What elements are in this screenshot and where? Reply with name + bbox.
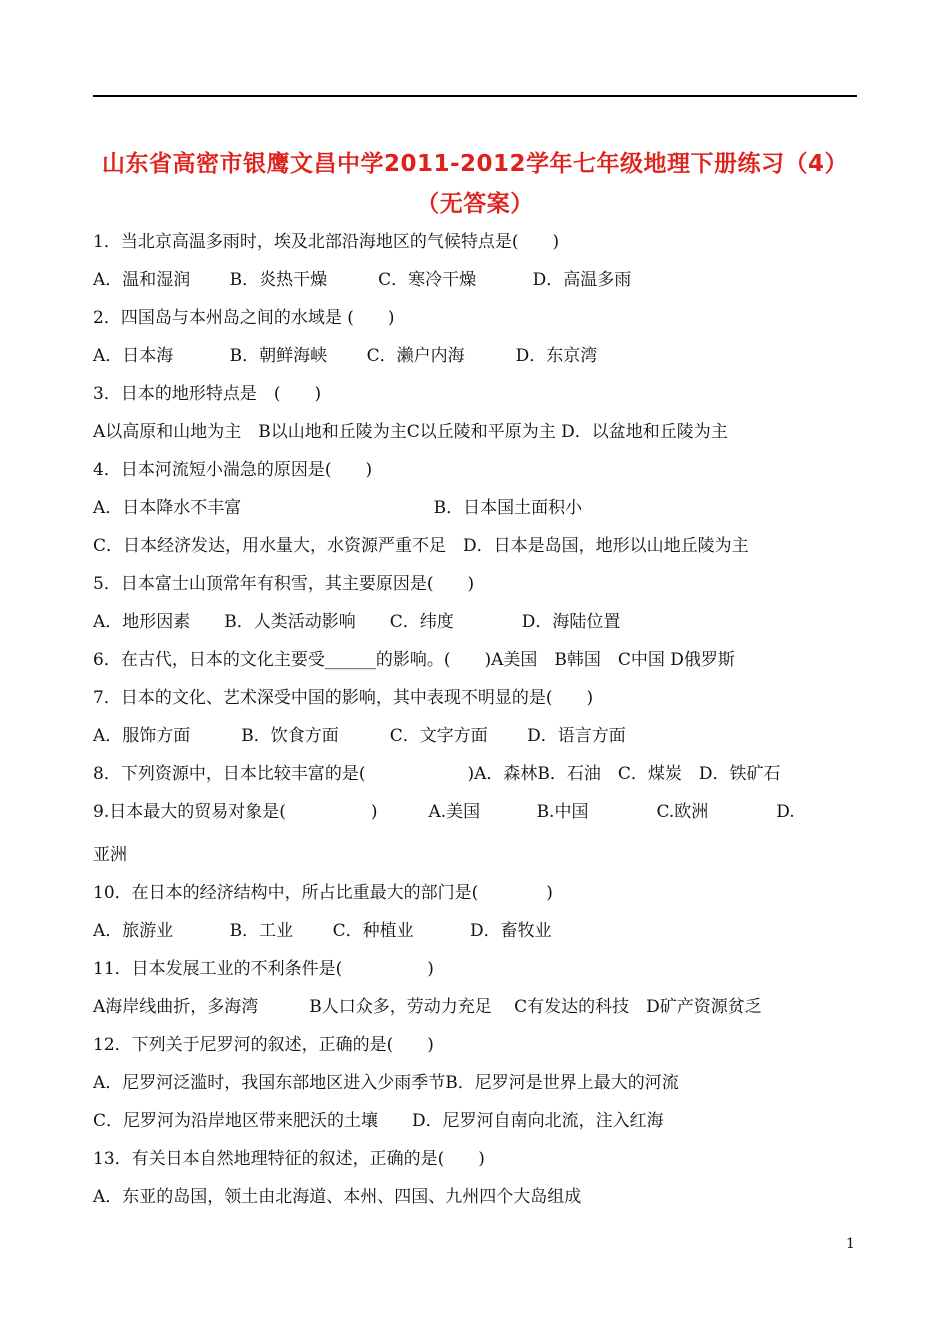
question-13-option-a: A．东亚的岛国，领土由北海道、本州、四国、九州四个大岛组成 [93, 1187, 582, 1207]
question-13: 13．有关日本自然地理特征的叙述，正确的是( ) [93, 1149, 485, 1169]
question-4: 4．日本河流短小湍急的原因是( ) [93, 460, 373, 480]
question-10: 10．在日本的经济结构中，所占比重最大的部门是( ) [93, 883, 553, 903]
question-3-options: A以高原和山地为主 B以山地和丘陵为主C以丘陵和平原为主 D．以盆地和丘陵为主 [93, 422, 728, 442]
question-12: 12．下列关于尼罗河的叙述，正确的是( ) [93, 1035, 434, 1055]
question-11-options: A海岸线曲折，多海湾 B人口众多，劳动力充足 C有发达的科技 D矿产资源贫乏 [93, 997, 762, 1017]
question-8: 8．下列资源中，日本比较丰富的是( )A．森林B．石油 C．煤炭 D．铁矿石 [93, 764, 781, 784]
question-2-options: A．日本海 B．朝鲜海峡 C．濑户内海 D．东京湾 [93, 346, 598, 366]
question-12-options-a-b: A．尼罗河泛滥时，我国东部地区进入少雨季节B．尼罗河是世界上最大的河流 [93, 1073, 679, 1093]
header-rule [93, 95, 857, 97]
question-9: 9.日本最大的贸易对象是( ) A.美国 B.中国 C.欧洲 D. [93, 802, 795, 822]
question-2: 2．四国岛与本州岛之间的水域是 ( ) [93, 308, 395, 328]
question-10-options: A．旅游业 B．工业 C．种植业 D．畜牧业 [93, 921, 552, 941]
question-12-options-c-d: C．尼罗河为沿岸地区带来肥沃的土壤 D．尼罗河自南向北流，注入红海 [93, 1111, 664, 1131]
page-number: 1 [846, 1236, 855, 1252]
question-7: 7．日本的文化、艺术深受中国的影响，其中表现不明显的是( ) [93, 688, 594, 708]
question-7-options: A．服饰方面 B．饮食方面 C．文字方面 D．语言方面 [93, 726, 626, 746]
document-subtitle: （无答案） [416, 191, 534, 217]
question-4-options-a-b: A．日本降水不丰富 B．日本国土面积小 [93, 498, 583, 518]
question-5: 5．日本富士山顶常年有积雪，其主要原因是( ) [93, 574, 475, 594]
question-4-options-c-d: C．日本经济发达，用水量大，水资源严重不足 D．日本是岛国，地形以山地丘陵为主 [93, 536, 749, 556]
question-1: 1．当北京高温多雨时，埃及北部沿海地区的气候特点是( ) [93, 232, 560, 252]
question-3: 3．日本的地形特点是 ( ) [93, 384, 322, 404]
question-11: 11．日本发展工业的不利条件是( ) [93, 959, 434, 979]
question-5-options: A．地形因素 B．人类活动影响 C．纬度 D．海陆位置 [93, 612, 621, 632]
document-title: 山东省高密市银鹰文昌中学2011-2012学年七年级地理下册练习（4） [101, 151, 849, 177]
question-1-options: A．温和湿润 B．炎热干燥 C．寒冷干燥 D．高温多雨 [93, 270, 632, 290]
question-9-continued: 亚洲 [93, 845, 127, 865]
question-6: 6．在古代，日本的文化主要受______的影响。( )A美国 B韩国 C中国 D俄罗斯 [93, 650, 735, 670]
